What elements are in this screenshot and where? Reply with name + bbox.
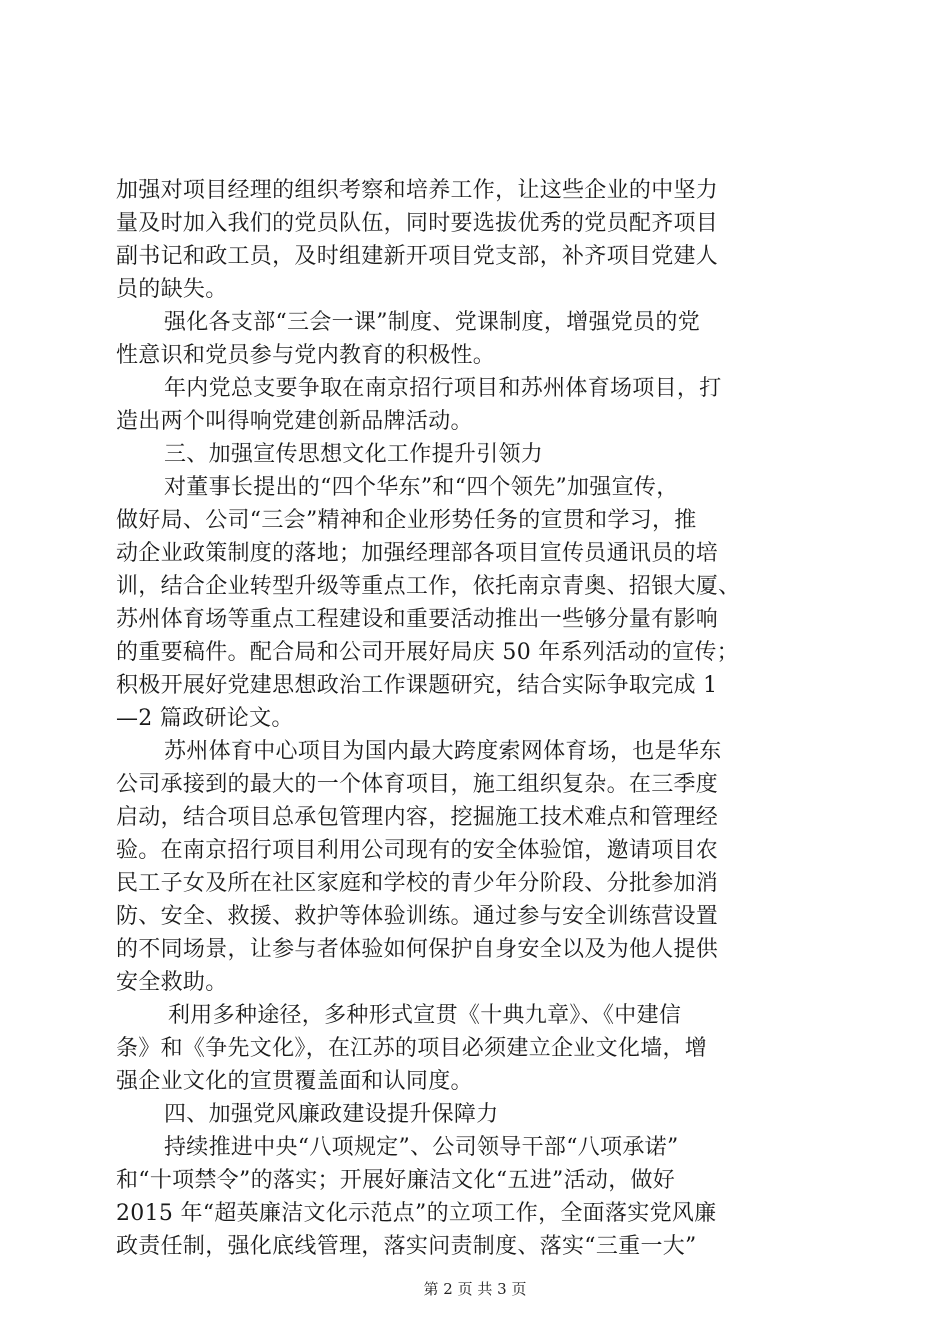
body-line: 2015 年“超英廉洁文化示范点”的立项工作，全面落实党风廉 — [116, 1201, 717, 1226]
document-body — [116, 174, 836, 1263]
body-line: 造出两个叫得响党建创新品牌活动。 — [116, 409, 473, 434]
body-line: —2 篇政研论文。 — [116, 706, 294, 731]
page-number-label: 第 2 页 共 3 页 — [423, 1280, 527, 1298]
body-line: 副书记和政工员，及时组建新开项目党支部，补齐项目党建人 — [116, 244, 719, 269]
body-line: 验。在南京招行项目利用公司现有的安全体验馆，邀请项目农 — [116, 838, 719, 863]
body-line: 的不同场景，让参与者体验如何保护自身安全以及为他人提供 — [116, 937, 719, 962]
body-line: 安全救助。 — [116, 970, 228, 995]
paragraph-start-line: 持续推进中央“八项规定”、公司领导干部“八项承诺” — [164, 1135, 679, 1160]
body-line: 公司承接到的最大的一个体育项目，施工组织复杂。在三季度 — [116, 772, 719, 797]
paragraph-start-line: 利用多种途径，多种形式宣贯《十典九章》、《中建信 — [168, 1003, 682, 1028]
body-line: 苏州体育场等重点工程建设和重要活动推出一些够分量有影响 — [116, 607, 719, 632]
body-line: 的重要稿件。配合局和公司开展好局庆 50 年系列活动的宣传； — [116, 640, 739, 665]
paragraph-start-line: 年内党总支要争取在南京招行项目和苏州体育场项目，打 — [164, 376, 722, 401]
body-line: 训，结合企业转型升级等重点工作，依托南京青奥、招银大厦、 — [116, 574, 741, 599]
body-line: 做好局、公司“三会”精神和企业形势任务的宣贯和学习，推 — [116, 508, 697, 533]
body-line: 条》和《争先文化》，在江苏的项目必须建立企业文化墙，增 — [116, 1036, 708, 1061]
section-heading: 四、加强党风廉政建设提升保障力 — [164, 1102, 499, 1127]
body-line: 积极开展好党建思想政治工作课题研究，结合实际争取完成 1 — [116, 673, 718, 698]
body-line: 动企业政策制度的落地；加强经理部各项目宣传员通讯员的培 — [116, 541, 719, 566]
section-heading: 三、加强宣传思想文化工作提升引领力 — [164, 442, 544, 467]
body-line: 政责任制，强化底线管理，落实问责制度、落实“三重一大” — [116, 1234, 697, 1259]
body-line: 启动，结合项目总承包管理内容，挖掘施工技术难点和管理经 — [116, 805, 719, 830]
page-footer — [0, 1279, 950, 1299]
paragraph-start-line: 苏州体育中心项目为国内最大跨度索网体育场，也是华东 — [164, 739, 722, 764]
paragraph-start-line: 对董事长提出的“四个华东”和“四个领先”加强宣传， — [164, 475, 679, 500]
body-line: 防、安全、救援、救护等体验训练。通过参与安全训练营设置 — [116, 904, 719, 929]
paragraph-start-line: 强化各支部“三会一课”制度、党课制度，增强党员的党 — [164, 310, 700, 335]
body-line: 和“十项禁令”的落实；开展好廉洁文化“五进”活动，做好 — [116, 1168, 676, 1193]
body-line: 民工子女及所在社区家庭和学校的青少年分阶段、分批参加消 — [116, 871, 719, 896]
body-line: 强企业文化的宣贯覆盖面和认同度。 — [116, 1069, 473, 1094]
body-line: 量及时加入我们的党员队伍，同时要选拔优秀的党员配齐项目 — [116, 211, 719, 236]
body-line: 员的缺失。 — [116, 277, 228, 302]
body-line: 加强对项目经理的组织考察和培养工作，让这些企业的中坚力 — [116, 178, 719, 203]
body-line: 性意识和党员参与党内教育的积极性。 — [116, 343, 496, 368]
